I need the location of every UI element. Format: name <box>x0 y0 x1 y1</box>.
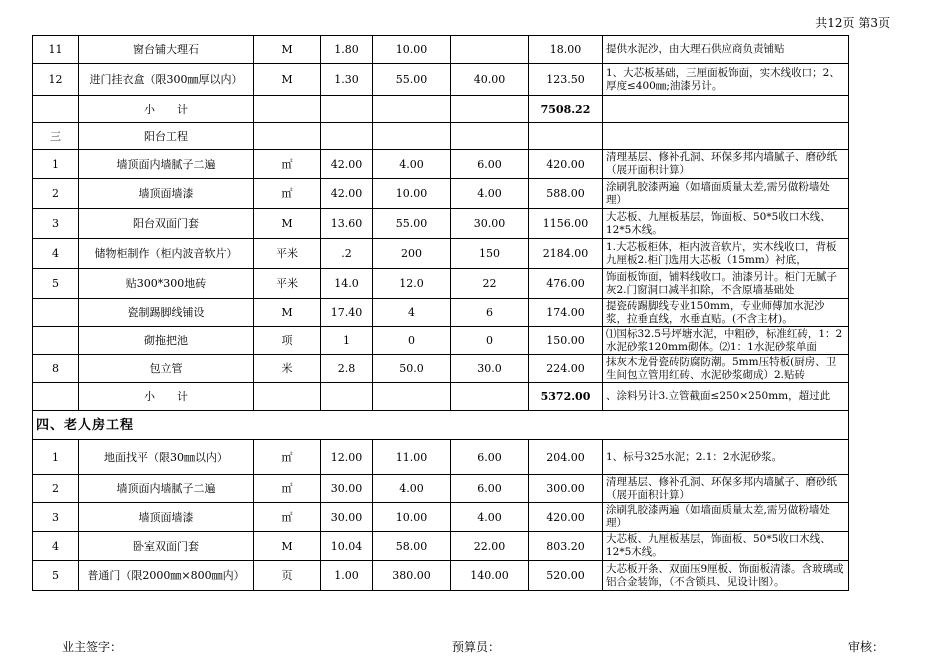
cell-note: 1、标号325水泥；2.1：2水泥砂浆。 <box>603 440 849 475</box>
cell-qty: 1 <box>321 327 373 355</box>
cell-total: 150.00 <box>529 327 603 355</box>
cell-name: 墙顶面内墙腻子二遍 <box>79 150 254 179</box>
cell-note: 、涂料另计3.立管截面≤250×250mm，超过此 <box>603 383 849 411</box>
cell-no <box>33 327 79 355</box>
cell-total <box>529 123 603 150</box>
cell-name: 阳台双面门套 <box>79 209 254 239</box>
cell-total: 18.00 <box>529 36 603 64</box>
cell-no: 3 <box>33 209 79 239</box>
cell-no: 3 <box>33 503 79 532</box>
cell-material: 12.0 <box>373 269 451 299</box>
cell-labor: 4.00 <box>451 179 529 209</box>
cell-name: 墙顶面墙漆 <box>79 179 254 209</box>
table-row <box>33 355 849 383</box>
cell-unit: ㎡ <box>254 150 321 179</box>
cell-name: 普通门（限2000㎜×800㎜内） <box>79 561 254 591</box>
cell-material: 55.00 <box>373 209 451 239</box>
cell-total: 420.00 <box>529 150 603 179</box>
cell-material: 10.00 <box>373 36 451 64</box>
cell-note <box>603 123 849 150</box>
table-row <box>33 36 849 64</box>
cell-material: 58.00 <box>373 532 451 561</box>
cell-note: 涂刷乳胶漆两遍（如墙面质量太差,需另做粉墙处理） <box>603 503 849 532</box>
cell-name: 墙顶面内墙腻子二遍 <box>79 475 254 503</box>
cell-unit <box>254 383 321 411</box>
cell-qty: 14.0 <box>321 269 373 299</box>
cell-labor: 30.00 <box>451 209 529 239</box>
cell-labor: 140.00 <box>451 561 529 591</box>
table-row <box>33 299 849 327</box>
cell-unit: ㎡ <box>254 179 321 209</box>
cell-name: 小 计 <box>79 383 254 411</box>
cell-qty: .2 <box>321 239 373 269</box>
cell-qty: 1.30 <box>321 64 373 96</box>
cell-total: 300.00 <box>529 475 603 503</box>
cell-unit: 页 <box>254 561 321 591</box>
cell-labor <box>451 383 529 411</box>
cell-material: 10.00 <box>373 179 451 209</box>
cell-name: 瓷制踢脚线铺设 <box>79 299 254 327</box>
owner-signature-label: 业主签字： <box>62 640 123 654</box>
cell-unit: M <box>254 532 321 561</box>
cell-total: 224.00 <box>529 355 603 383</box>
table-row <box>33 150 849 179</box>
cell-qty: 12.00 <box>321 440 373 475</box>
cell-labor: 22.00 <box>451 532 529 561</box>
table-row <box>33 239 849 269</box>
cell-total: 204.00 <box>529 440 603 475</box>
cell-unit: 平米 <box>254 239 321 269</box>
cell-note: 饰面板饰面，铺料线收口。油漆另计。柜门无腻子灰2.门窗洞口减半扣除，不含原墙基础处 <box>603 269 849 299</box>
cell-labor: 6.00 <box>451 440 529 475</box>
cell-note: ⑴国标32.5号坪塘水泥，中粗砂，标准红砖，1：2水泥砂浆120mm砌体。⑵1：1水泥砂浆单面 <box>603 327 849 355</box>
cell-note <box>603 96 849 123</box>
cell-total: 1156.00 <box>529 209 603 239</box>
cell-name: 进门挂衣盒（限300㎜厚以内） <box>79 64 254 96</box>
table-row <box>33 383 849 411</box>
table-row <box>33 561 849 591</box>
cell-note: 清理基层、修补孔洞、环保多邦内墙腻子、磨砂纸（展开面积计算） <box>603 475 849 503</box>
cell-qty: 42.00 <box>321 150 373 179</box>
cell-note: 1、大芯板基础，三厘面板饰面，实木线收口；2、厚度≤400㎜;油漆另计。 <box>603 64 849 96</box>
cell-qty: 10.04 <box>321 532 373 561</box>
cell-note: 1.大芯板柜体，柜内波音软片，实木线收口，背板九厘板2.柜门选用大芯板（15mm）衬底， <box>603 239 849 269</box>
cell-no: 2 <box>33 179 79 209</box>
cell-unit: M <box>254 36 321 64</box>
table-row <box>33 269 849 299</box>
cell-qty: 42.00 <box>321 179 373 209</box>
cell-material: 10.00 <box>373 503 451 532</box>
cell-unit: M <box>254 209 321 239</box>
table-row <box>33 475 849 503</box>
cell-total: 476.00 <box>529 269 603 299</box>
cell-labor: 6.00 <box>451 475 529 503</box>
cell-labor <box>451 96 529 123</box>
cell-no <box>33 96 79 123</box>
cell-no: 5 <box>33 269 79 299</box>
cell-unit: 平米 <box>254 269 321 299</box>
cell-no: 12 <box>33 64 79 96</box>
table-row <box>33 209 849 239</box>
cell-material: 200 <box>373 239 451 269</box>
cell-material: 4.00 <box>373 150 451 179</box>
estimator-label: 预算员： <box>452 640 501 654</box>
cell-total: 123.50 <box>529 64 603 96</box>
cell-material <box>373 96 451 123</box>
cell-unit <box>254 123 321 150</box>
cell-no: 11 <box>33 36 79 64</box>
cell-total: 2184.00 <box>529 239 603 269</box>
cell-material <box>373 123 451 150</box>
cell-unit: M <box>254 64 321 96</box>
cell-material: 380.00 <box>373 561 451 591</box>
cell-no: 8 <box>33 355 79 383</box>
cell-name: 卧室双面门套 <box>79 532 254 561</box>
cell-material: 11.00 <box>373 440 451 475</box>
cell-note: 提瓷砖踢脚线专业150mm，专业师傅加水泥沙浆，拉垂直线，水垂直贴。(不含主材)。 <box>603 299 849 327</box>
table-row <box>33 179 849 209</box>
cell-material: 0 <box>373 327 451 355</box>
cell-unit: 米 <box>254 355 321 383</box>
cell-labor: 4.00 <box>451 503 529 532</box>
cell-total: 803.20 <box>529 532 603 561</box>
cell-total: 5372.00 <box>529 383 603 411</box>
cell-qty: 2.8 <box>321 355 373 383</box>
section-title: 四、老人房工程 <box>33 411 849 440</box>
cell-total: 588.00 <box>529 179 603 209</box>
cell-qty: 30.00 <box>321 503 373 532</box>
cell-qty <box>321 123 373 150</box>
cell-name: 包立管 <box>79 355 254 383</box>
cell-qty <box>321 383 373 411</box>
cell-note: 提供水泥沙，由大理石供应商负责铺贴 <box>603 36 849 64</box>
cell-unit <box>254 96 321 123</box>
cell-note: 清理基层、修补孔洞、环保多邦内墙腻子、磨砂纸（展开面积计算） <box>603 150 849 179</box>
table-row <box>33 96 849 123</box>
cell-no: 1 <box>33 440 79 475</box>
cell-name: 地面找平（限30㎜以内） <box>79 440 254 475</box>
cell-unit: ㎡ <box>254 475 321 503</box>
cell-name: 阳台工程 <box>79 123 254 150</box>
cell-qty: 1.80 <box>321 36 373 64</box>
table-row <box>33 327 849 355</box>
cell-no: 2 <box>33 475 79 503</box>
table-row <box>33 123 849 150</box>
cell-name: 砌拖把池 <box>79 327 254 355</box>
table-row <box>33 440 849 475</box>
cell-note: 大芯板开条、双面压9厘板、饰面板清漆。含玻璃或铝合金装饰，（不含锁具、见设计图）。 <box>603 561 849 591</box>
cell-qty: 17.40 <box>321 299 373 327</box>
table-row <box>33 532 849 561</box>
cell-material: 4 <box>373 299 451 327</box>
cell-material: 55.00 <box>373 64 451 96</box>
cell-total: 420.00 <box>529 503 603 532</box>
cell-labor: 6 <box>451 299 529 327</box>
cell-labor: 22 <box>451 269 529 299</box>
cell-note: 大芯板、九厘板基层，饰面板、50*5收口木线、12*5木线。 <box>603 532 849 561</box>
cell-labor: 40.00 <box>451 64 529 96</box>
cell-labor: 30.0 <box>451 355 529 383</box>
cell-name: 小 计 <box>79 96 254 123</box>
cell-no: 5 <box>33 561 79 591</box>
cell-no: 4 <box>33 239 79 269</box>
cell-name: 储物柜制作（柜内波音软片） <box>79 239 254 269</box>
cell-total: 520.00 <box>529 561 603 591</box>
cell-name: 墙顶面墙漆 <box>79 503 254 532</box>
cell-labor <box>451 123 529 150</box>
table-row <box>33 411 849 440</box>
cell-no <box>33 383 79 411</box>
cell-unit: 项 <box>254 327 321 355</box>
cell-material <box>373 383 451 411</box>
cell-unit: ㎡ <box>254 503 321 532</box>
cell-qty: 13.60 <box>321 209 373 239</box>
cell-labor <box>451 36 529 64</box>
cell-unit: M <box>254 299 321 327</box>
cell-no <box>33 299 79 327</box>
cell-labor: 0 <box>451 327 529 355</box>
cell-name: 贴300*300地砖 <box>79 269 254 299</box>
cell-name: 窗台铺大理石 <box>79 36 254 64</box>
cell-qty <box>321 96 373 123</box>
cell-material: 50.0 <box>373 355 451 383</box>
table-row <box>33 503 849 532</box>
cell-no: 4 <box>33 532 79 561</box>
auditor-label: 审核： <box>848 640 885 654</box>
budget-table <box>32 35 849 591</box>
cell-note: 涂刷乳胶漆两遍（如墙面质量太差,需另做粉墙处理） <box>603 179 849 209</box>
cell-qty: 1.00 <box>321 561 373 591</box>
cell-qty: 30.00 <box>321 475 373 503</box>
cell-unit: ㎡ <box>254 440 321 475</box>
page-number: 共12页 第3页 <box>815 16 890 30</box>
cell-labor: 150 <box>451 239 529 269</box>
cell-total: 7508.22 <box>529 96 603 123</box>
cell-labor: 6.00 <box>451 150 529 179</box>
cell-note: 抹灰木龙骨瓷砖防腐防潮。5mm压特板(厨房、卫生间包立管用红砖、水泥砂浆砌成）2.贴砖 <box>603 355 849 383</box>
table-row <box>33 64 849 96</box>
cell-no: 1 <box>33 150 79 179</box>
cell-material: 4.00 <box>373 475 451 503</box>
cell-no: 三 <box>33 123 79 150</box>
cell-note: 大芯板、九厘板基层，饰面板、50*5收口木线、12*5木线。 <box>603 209 849 239</box>
cell-total: 174.00 <box>529 299 603 327</box>
